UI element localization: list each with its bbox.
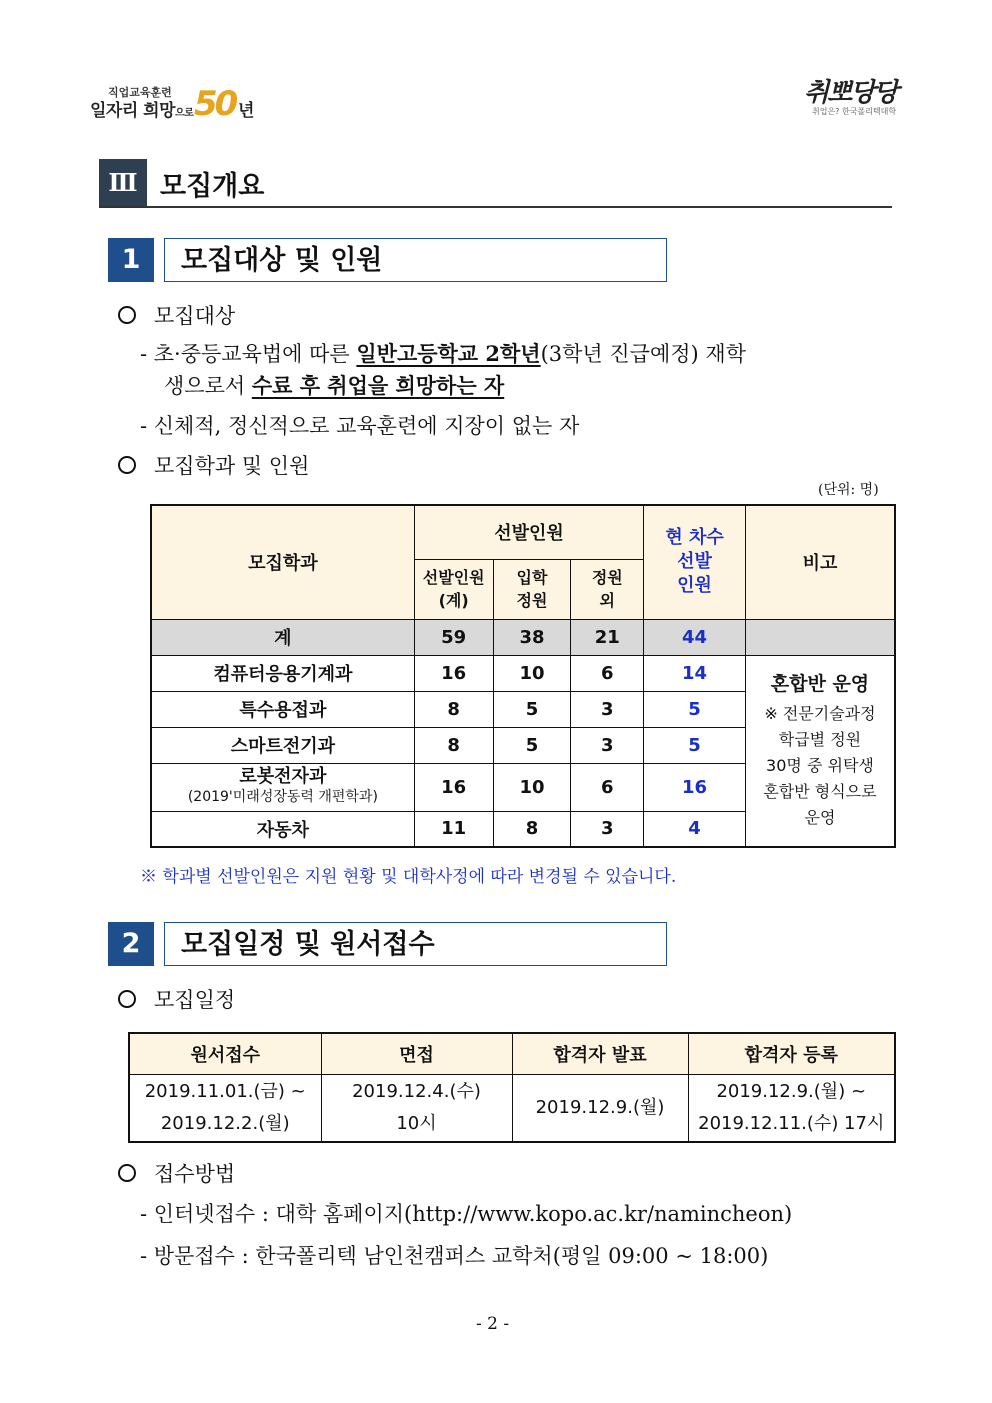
cell-line: 10시 bbox=[396, 1113, 437, 1134]
header-admission bbox=[493, 559, 571, 619]
cell-sel: 8 bbox=[414, 691, 493, 727]
cell-note-blank bbox=[745, 619, 895, 655]
footnote: ※ 학과별 선발인원은 지원 현황 및 대학사정에 따라 변경될 수 있습니다. bbox=[140, 867, 677, 887]
bullet-label: 접수방법 bbox=[154, 1162, 236, 1186]
cell-application bbox=[129, 1075, 321, 1143]
header-extra-line2: 외 bbox=[599, 591, 616, 610]
cell-note bbox=[745, 655, 895, 847]
cell-admit: 10 bbox=[493, 763, 571, 811]
cell-name bbox=[151, 763, 414, 811]
logo-year-suffix: 년 bbox=[238, 101, 255, 121]
note-title: 혼합반 운영 bbox=[770, 672, 870, 695]
cell-name: 컴퓨터응용기계과 bbox=[151, 655, 414, 691]
logo-slogan bbox=[90, 96, 193, 121]
table-row-total bbox=[151, 619, 895, 655]
cell-current: 4 bbox=[644, 811, 746, 847]
logo-subtitle: 취업은? 한국폴리텍대학 bbox=[812, 107, 897, 116]
cell-admit: 5 bbox=[493, 727, 571, 763]
cell-current: 16 bbox=[644, 763, 746, 811]
target-text-post: (3학년 진급예정) 재학 bbox=[540, 342, 746, 366]
schedule-table bbox=[128, 1032, 896, 1143]
target-line-2 bbox=[164, 370, 504, 402]
target-emphasis-2: 수료 후 취업을 희망하는 자 bbox=[251, 373, 505, 398]
cell-line: 2019.11.01.(금) ~ bbox=[144, 1081, 306, 1102]
cell-registration bbox=[688, 1075, 895, 1143]
cell-line: 2019.12.11.(수) 17시 bbox=[698, 1113, 885, 1134]
cell-extra: 3 bbox=[571, 691, 644, 727]
logo-slogan-small: 으로 bbox=[175, 108, 194, 119]
header-selection-total bbox=[414, 559, 493, 619]
cell-name: 계 bbox=[151, 619, 414, 655]
logo-tagline: 직업교육훈련 bbox=[108, 86, 172, 99]
header-department: 모집학과 bbox=[151, 505, 414, 619]
cell-announcement: 2019.12.9.(월) bbox=[512, 1075, 688, 1143]
header-current-round bbox=[644, 505, 746, 619]
cell-name-sub: (2019'미래성장동력 개편학과) bbox=[187, 789, 378, 805]
cell-name-main: 로봇전자과 bbox=[239, 766, 327, 787]
logo-script: 취뽀당당 bbox=[804, 78, 897, 108]
note-line: 운영 bbox=[804, 807, 836, 827]
section-numeral: Ⅲ bbox=[99, 159, 147, 207]
target-text-2: 생으로서 bbox=[164, 374, 252, 398]
section-divider bbox=[99, 206, 892, 208]
section-title: 모집개요 bbox=[160, 171, 265, 202]
header-note: 비고 bbox=[745, 505, 895, 619]
note-line: 30명 중 위탁생 bbox=[766, 755, 874, 775]
note-line: 혼합반 형식으로 bbox=[763, 781, 877, 801]
target-line-1 bbox=[140, 338, 885, 370]
header-admit-line2: 정원 bbox=[516, 591, 548, 610]
header-registration: 합격자 등록 bbox=[688, 1033, 895, 1075]
cell-admit: 5 bbox=[493, 691, 571, 727]
cell-line: 2019.12.2.(월) bbox=[160, 1113, 290, 1134]
header-current-line3: 인원 bbox=[677, 575, 712, 597]
cell-name: 스마트전기과 bbox=[151, 727, 414, 763]
cell-line: 2019.12.9.(월) ~ bbox=[716, 1081, 867, 1102]
cell-extra: 6 bbox=[571, 655, 644, 691]
cell-current: 14 bbox=[644, 655, 746, 691]
circle-bullet-icon bbox=[118, 306, 136, 324]
circle-bullet-icon bbox=[118, 1164, 136, 1182]
cell-line: 2019.12.4.(수) bbox=[352, 1081, 481, 1102]
circle-bullet-icon bbox=[118, 456, 136, 474]
bullet-recruit-target bbox=[118, 300, 235, 330]
bullet-label: 모집대상 bbox=[154, 304, 236, 328]
cell-name: 특수용접과 bbox=[151, 691, 414, 727]
cell-sel: 59 bbox=[414, 619, 493, 655]
header-sel-line2: (계) bbox=[438, 591, 469, 610]
table-row bbox=[151, 655, 895, 691]
cell-interview bbox=[321, 1075, 512, 1143]
cell-sel: 16 bbox=[414, 655, 493, 691]
cell-current: 5 bbox=[644, 691, 746, 727]
page-number: - 2 - bbox=[476, 1314, 510, 1334]
logo-50-years bbox=[90, 82, 260, 122]
section1-number: 1 bbox=[108, 238, 154, 282]
header-sel-line1: 선발인원 bbox=[422, 568, 485, 587]
header-application: 원서접수 bbox=[129, 1033, 321, 1075]
section2-title: 모집일정 및 원서접수 bbox=[164, 922, 667, 966]
cell-sel: 11 bbox=[414, 811, 493, 847]
header-selection: 선발인원 bbox=[414, 505, 643, 559]
bullet-label: 모집일정 bbox=[154, 988, 236, 1012]
unit-label: (단위: 명) bbox=[818, 482, 879, 498]
section2-number: 2 bbox=[108, 922, 154, 966]
header-admit-line1: 입학 bbox=[516, 568, 548, 587]
cell-current: 44 bbox=[644, 619, 746, 655]
bullet-method bbox=[118, 1158, 235, 1188]
cell-admit: 10 bbox=[493, 655, 571, 691]
header-interview: 면접 bbox=[321, 1033, 512, 1075]
logo-fifty: 50 bbox=[194, 84, 236, 124]
bullet-label: 모집학과 및 인원 bbox=[154, 454, 310, 478]
header-current-line2: 선발 bbox=[677, 551, 712, 573]
cell-extra: 6 bbox=[571, 763, 644, 811]
bullet-departments bbox=[118, 450, 309, 480]
target-emphasis: 일반고등학교 2학년 bbox=[356, 341, 541, 366]
header-announcement: 합격자 발표 bbox=[512, 1033, 688, 1075]
header-current-line1: 현 차수 bbox=[665, 527, 724, 549]
method-visit: - 방문접수 : 한국폴리텍 남인천캠퍼스 교학처(평일 09:00 ~ 18:00) bbox=[140, 1244, 769, 1268]
cell-name: 자동차 bbox=[151, 811, 414, 847]
note-line: ※ 전문기술과정 bbox=[764, 703, 876, 723]
cell-sel: 16 bbox=[414, 763, 493, 811]
bullet-schedule bbox=[118, 984, 235, 1014]
cell-sel: 8 bbox=[414, 727, 493, 763]
section1-title: 모집대상 및 인원 bbox=[164, 238, 667, 282]
logo-polytech bbox=[800, 72, 900, 122]
cell-current: 5 bbox=[644, 727, 746, 763]
note-line: 학급별 정원 bbox=[778, 729, 862, 749]
method-internet: - 인터넷접수 : 대학 홈페이지(http://www.kopo.ac.kr/namincheon) bbox=[140, 1202, 793, 1226]
target-text: - 초·중등교육법에 따른 bbox=[140, 342, 357, 366]
cell-admit: 38 bbox=[493, 619, 571, 655]
cell-admit: 8 bbox=[493, 811, 571, 847]
cell-extra: 3 bbox=[571, 727, 644, 763]
circle-bullet-icon bbox=[118, 990, 136, 1008]
header-extra-line1: 정원 bbox=[591, 568, 623, 587]
cell-extra: 3 bbox=[571, 811, 644, 847]
target-line-3: - 신체적, 정신적으로 교육훈련에 지장이 없는 자 bbox=[140, 414, 580, 438]
header-extra-quota bbox=[571, 559, 644, 619]
cell-extra: 21 bbox=[571, 619, 644, 655]
recruitment-table bbox=[150, 504, 896, 848]
logo-slogan-text: 일자리 희망 bbox=[90, 101, 176, 121]
